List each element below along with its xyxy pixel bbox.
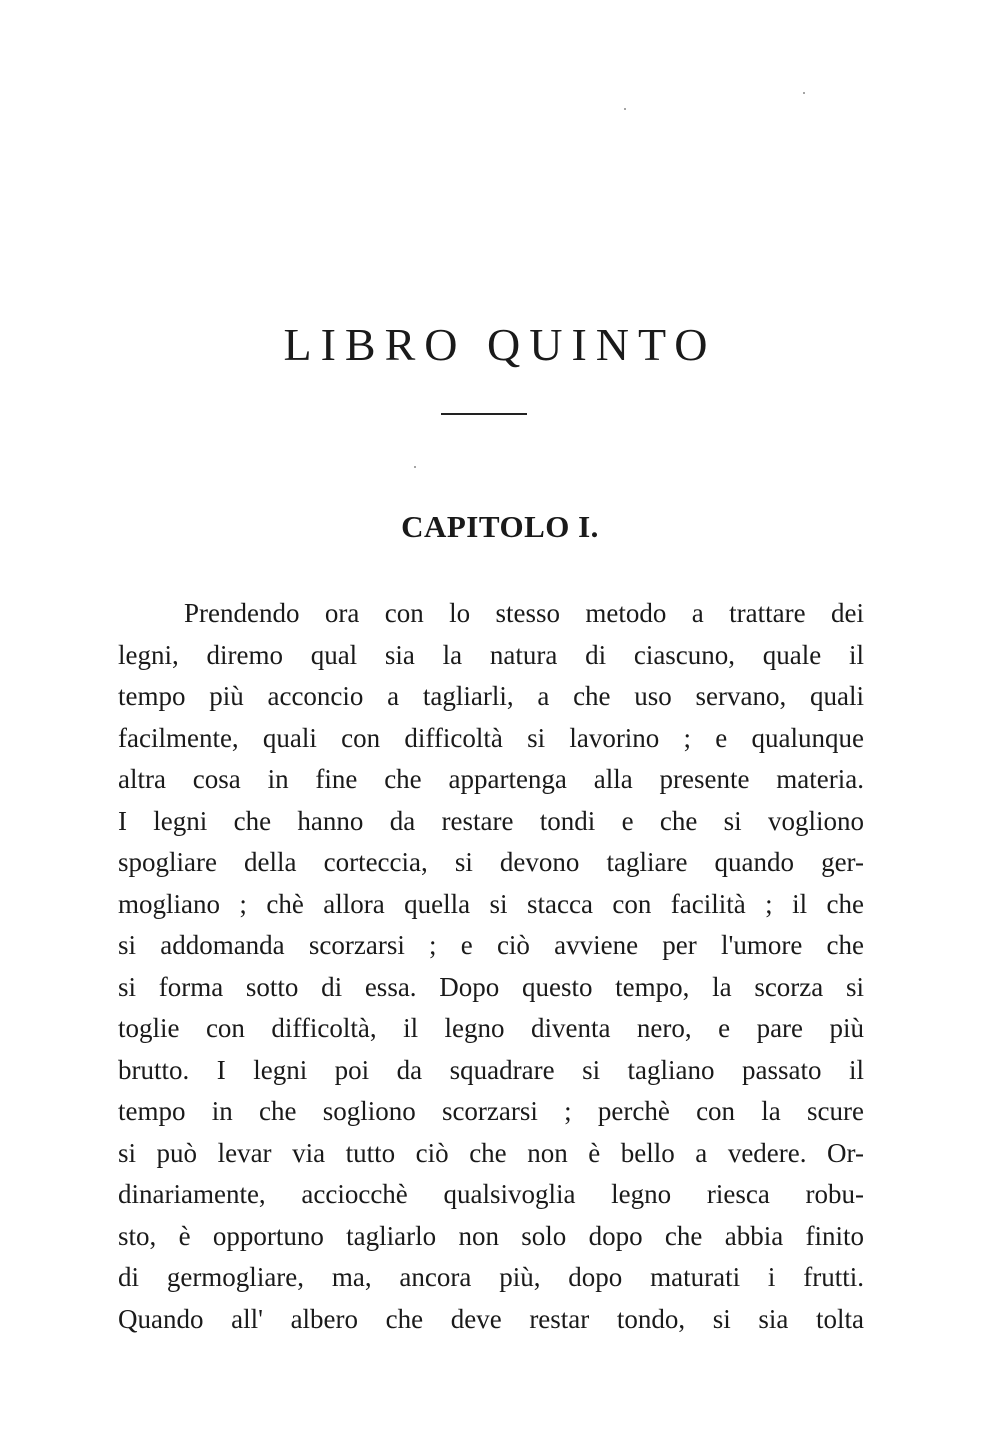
text-line: Quando all' albero che deve restar tondo, si sia tolta xyxy=(118,1303,864,1334)
print-speck xyxy=(624,108,626,110)
print-speck xyxy=(414,466,416,468)
text-line: tempo più acconcio a tagliarli, a che uso servano, quali xyxy=(118,681,864,711)
text-line: si addomanda scorzarsi ; e ciò avviene per l'umore che xyxy=(118,930,864,960)
text-line: legni, diremo qual sia la natura di ciascuno, quale il xyxy=(118,639,864,670)
chapter-title: CAPITOLO I. xyxy=(401,509,599,544)
text-line: dinariamente, acciocchè qualsivoglia legno riesca robu- xyxy=(118,1179,864,1209)
title-rule xyxy=(441,413,527,415)
text-line: di germogliare, ma, ancora più, dopo maturati i frutti. xyxy=(118,1262,864,1292)
text-line: si forma sotto di essa. Dopo questo tempo, la scorza si xyxy=(118,971,864,1002)
text-line: spogliare della corteccia, si devono tagliare quando ger- xyxy=(118,847,864,877)
text-line: tempo in che sogliono scorzarsi ; perchè con la scure xyxy=(118,1096,864,1126)
text-line: I legni che hanno da restare tondi e che si vogliono xyxy=(118,805,864,836)
text-line: sto, è opportuno tagliarlo non solo dopo che abbia finito xyxy=(118,1220,864,1251)
text-line: Prendendo ora con lo stesso metodo a trattare dei xyxy=(184,598,864,628)
text-line: facilmente, quali con difficoltà si lavorino ; e qualunque xyxy=(118,722,864,753)
text-line: si può levar via tutto ciò che non è bello a vedere. Or- xyxy=(118,1137,864,1168)
text-line: mogliano ; chè allora quella si stacca con facilità ; il che xyxy=(118,888,864,919)
body-paragraph xyxy=(118,593,864,1340)
text-line: toglie con difficoltà, il legno diventa nero, e pare più xyxy=(118,1013,864,1043)
print-speck xyxy=(803,92,805,94)
book-title: LIBRO QUINTO xyxy=(283,319,717,370)
text-line: brutto. I legni poi da squadrare si tagliano passato il xyxy=(118,1054,864,1085)
text-line: altra cosa in fine che appartenga alla presente materia. xyxy=(118,764,864,794)
